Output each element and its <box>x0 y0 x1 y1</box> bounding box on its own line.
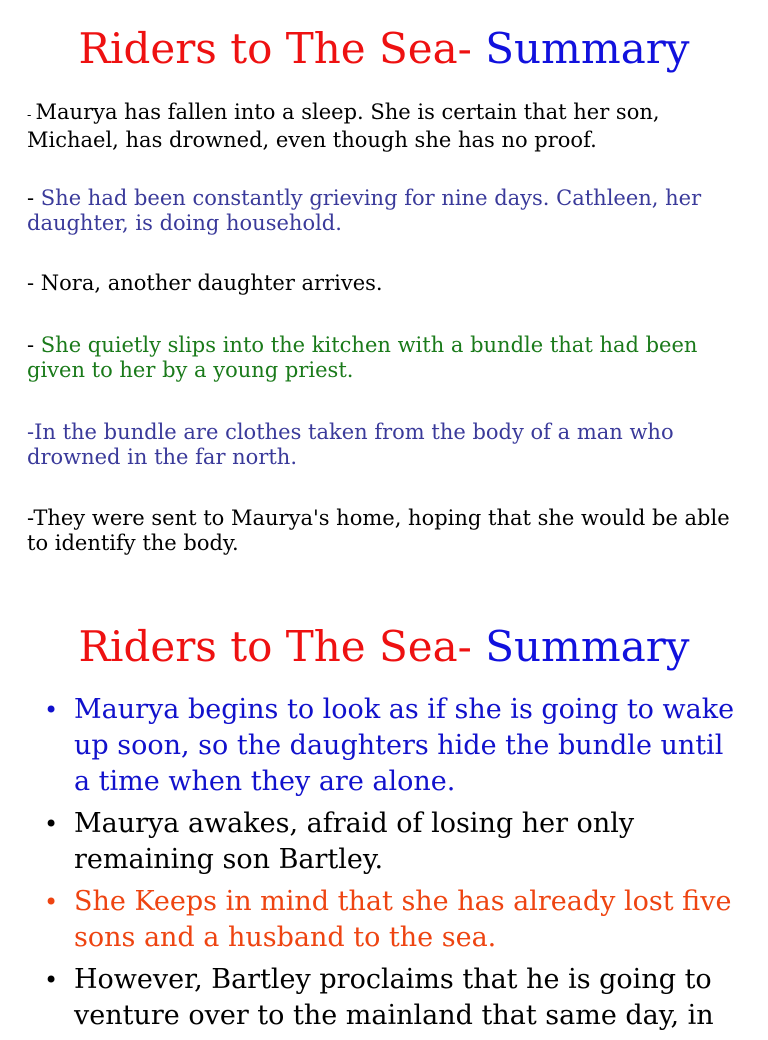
paragraph-1-text: Maurya has fallen into a sleep. She is certain that her son, Michael, has drowned, even though she has no proof. <box>27 100 660 152</box>
slide-2 <box>0 596 768 1031</box>
bullet-list <box>44 692 744 1040</box>
bullet-item-4 <box>44 962 744 1034</box>
bullet-item-2-text: Maurya awakes, afraid of losing her only remaining son Bartley. <box>74 808 635 875</box>
bullet-item-4-text: However, Bartley proclaims that he is going to venture over to the mainland that same day, in <box>74 964 714 1031</box>
paragraph-1-dash: - <box>27 108 36 123</box>
bullet-dot-icon: • <box>44 696 59 724</box>
paragraph-1 <box>27 100 742 153</box>
paragraph-4 <box>27 333 742 383</box>
bullet-item-1 <box>44 692 744 800</box>
paragraph-2-text: She had been constantly grieving for nine days. Cathleen, her daughter, is doing household. <box>27 186 702 235</box>
paragraph-3 <box>27 271 742 296</box>
bullet-dot-icon: • <box>44 888 59 916</box>
paragraph-6-text: -They were sent to Maurya's home, hoping that she would be able to identify the body. <box>27 506 730 555</box>
slide-2-title-main: Riders to The Sea- <box>78 622 486 671</box>
bullet-item-2 <box>44 806 744 878</box>
slide-2-title <box>0 622 768 671</box>
paragraph-4-text: She quietly slips into the kitchen with a bundle that had been given to her by a young priest. <box>27 333 698 382</box>
paragraph-6 <box>27 506 742 556</box>
paragraph-2 <box>27 186 742 236</box>
slide-1-title-summary: Summary <box>485 24 690 73</box>
paragraph-2-dash: - <box>27 186 41 210</box>
bullet-dot-icon: • <box>44 966 59 994</box>
paragraph-5 <box>27 420 742 470</box>
bullet-item-3 <box>44 884 744 956</box>
bullet-dot-icon: • <box>44 810 59 838</box>
bullet-item-3-text: She Keeps in mind that she has already lost five sons and a husband to the sea. <box>74 886 732 953</box>
paragraph-3-text: - Nora, another daughter arrives. <box>27 271 383 295</box>
slide-1-title-main: Riders to The Sea- <box>78 24 486 73</box>
paragraph-4-dash: - <box>27 333 41 357</box>
slide-2-title-summary: Summary <box>485 622 690 671</box>
paragraph-5-text: -In the bundle are clothes taken from the body of a man who drowned in the far north. <box>27 420 674 469</box>
bullet-item-1-text: Maurya begins to look as if she is going to wake up soon, so the daughters hide the bundle until a time when they are alone. <box>74 694 735 797</box>
slide-1-title <box>0 24 768 73</box>
